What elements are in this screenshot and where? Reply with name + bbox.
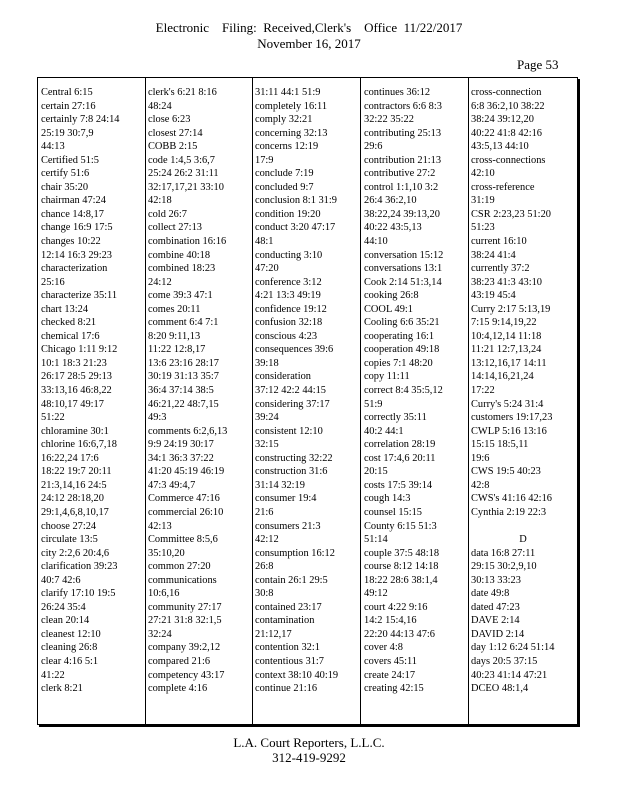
index-entry-line: 31:14 32:19 <box>255 479 305 491</box>
column-divider <box>468 78 469 724</box>
index-entry-line: 47:20 <box>255 263 279 275</box>
index-entry-line: conclude 7:19 <box>255 168 314 180</box>
index-entry-line: common 27:20 <box>148 561 211 573</box>
index-entry-line: 26:24 35:4 <box>41 601 86 613</box>
index-entry-line: COBB 2:15 <box>148 141 198 153</box>
index-entry-line: 40:22 41:8 42:16 <box>471 127 543 139</box>
index-entry-line: currently 37:2 <box>471 263 530 275</box>
index-entry-line: chloramine 30:1 <box>41 425 109 437</box>
index-entry-line: consumption 16:12 <box>255 547 335 559</box>
index-entry-line: Curry's 5:24 31:4 <box>471 398 544 410</box>
index-entry-line: court 4:22 9:16 <box>364 601 428 613</box>
index-entry-line: conducting 3:10 <box>255 249 323 261</box>
index-entry-line: contamination <box>255 615 315 627</box>
index-entry-line: 42:18 <box>148 195 172 207</box>
index-entry-line: 40:2 44:1 <box>364 425 404 437</box>
index-entry-line: circulate 13:5 <box>41 534 98 546</box>
index-entry-line: condition 19:20 <box>255 208 321 220</box>
index-entry-line: conference 3:12 <box>255 276 322 288</box>
index-entry-line: consequences 39:6 <box>255 344 334 356</box>
footer-phone: 312-419-9292 <box>272 750 346 765</box>
index-entry-line: 14:2 15:4,16 <box>364 615 417 627</box>
index-entry-line: 27:21 31:8 32:1,5 <box>148 615 222 627</box>
index-entry-line: complete 4:16 <box>148 683 208 695</box>
index-entry-line: company 39:2,12 <box>148 642 221 654</box>
index-entry-line: 13:6 23:16 28:17 <box>148 357 220 369</box>
index-entry-line: context 38:10 40:19 <box>255 669 339 681</box>
index-entry-line: communications <box>148 574 217 586</box>
index-entry-line: 18:22 19:7 20:11 <box>41 466 112 478</box>
index-entry-line: conclusion 8:1 31:9 <box>255 195 337 207</box>
index-entry-line: cooperation 49:18 <box>364 344 440 356</box>
index-entry-line: 40:22 43:5,13 <box>364 222 422 234</box>
index-entry-line: 42:8 <box>471 479 490 491</box>
index-entry-line: consideration <box>255 371 311 383</box>
index-entry-line: chairman 47:24 <box>41 195 106 207</box>
index-entry-line: closest 27:14 <box>148 127 203 139</box>
index-entry-line: commercial 26:10 <box>148 506 224 518</box>
index-entry-line: 25:19 30:7,9 <box>41 127 94 139</box>
index-entry-line: 32:24 <box>148 628 172 640</box>
index-entry-line: chlorine 16:6,7,18 <box>41 439 117 451</box>
index-entry-line: 25:24 26:2 31:11 <box>148 168 219 180</box>
index-entry-line: data 16:8 27:11 <box>471 547 536 559</box>
index-entry-line: 48:1 <box>255 236 274 248</box>
index-entry-line: construction 31:6 <box>255 466 328 478</box>
index-entry-line: cross-connections <box>471 154 546 166</box>
index-column-5 <box>471 86 575 696</box>
index-entry-line: cost 17:4,6 20:11 <box>364 452 436 464</box>
index-entry-line: consumers 21:3 <box>255 520 321 532</box>
index-entry-line: 48:24 <box>148 100 172 112</box>
index-entry-line: comment 6:4 7:1 <box>148 317 219 329</box>
index-entry-line: 32:22 35:22 <box>364 114 414 126</box>
index-entry-line: 26:4 36:2,10 <box>364 195 417 207</box>
index-entry-line: correctly 35:11 <box>364 412 427 424</box>
index-entry-line: 46:21,22 48:7,15 <box>148 398 219 410</box>
index-entry-line: 34:1 36:3 37:22 <box>148 452 214 464</box>
index-entry-line: control 1:1,10 3:2 <box>364 181 439 193</box>
index-entry-line: 39:18 <box>255 357 279 369</box>
page-number: Page 53 <box>517 57 559 72</box>
index-column-4 <box>364 86 468 696</box>
index-entry-line: 44:10 <box>364 236 388 248</box>
index-entry-line: 42:13 <box>148 520 172 532</box>
index-entry-line: 42:10 <box>471 168 495 180</box>
index-entry-line: code 1:4,5 3:6,7 <box>148 154 215 166</box>
index-entry-line: choose 27:24 <box>41 520 97 532</box>
index-entry-line: chance 14:8,17 <box>41 208 104 220</box>
index-entry-line: 43:19 45:4 <box>471 290 516 302</box>
index-entry-line: close 6:23 <box>148 114 191 126</box>
index-entry-line: 51:22 <box>41 412 65 424</box>
index-entry-line: Committee 8:5,6 <box>148 534 218 546</box>
index-entry-line: contribution 21:13 <box>364 154 442 166</box>
index-entry-line: correct 8:4 35:5,12 <box>364 385 443 397</box>
index-entry-line: 51:9 <box>364 398 383 410</box>
index-entry-line: date 49:8 <box>471 588 510 600</box>
index-entry-line: contributing 25:13 <box>364 127 442 139</box>
index-entry-line: confidence 19:12 <box>255 303 327 315</box>
index-entry-line: cleanest 12:10 <box>41 628 101 640</box>
index-entry-line: costs 17:5 39:14 <box>364 479 433 491</box>
index-entry-line: 24:12 28:18,20 <box>41 493 104 505</box>
index-entry-line: CWLP 5:16 13:16 <box>471 425 547 437</box>
index-entry-line: 18:22 28:6 38:1,4 <box>364 574 438 586</box>
index-entry-line: changes 10:22 <box>41 236 101 248</box>
index-entry-line: 31:11 44:1 51:9 <box>255 87 321 98</box>
index-entry-line: conversation 15:12 <box>364 249 444 261</box>
index-entry-line: combination 16:16 <box>148 236 227 248</box>
index-entry-line: 17:9 <box>255 154 274 166</box>
index-entry-line: change 16:9 17:5 <box>41 222 113 234</box>
index-entry-line: COOL 49:1 <box>364 303 413 315</box>
index-entry-line: 51:23 <box>471 222 495 234</box>
index-entry-line: 38:24 41:4 <box>471 249 516 261</box>
index-entry-line: DAVE 2:14 <box>471 615 520 627</box>
index-entry-line: 26:8 <box>255 561 274 573</box>
index-entry-line: 4:21 13:3 49:19 <box>255 290 321 302</box>
index-entry-line: CWS's 41:16 42:16 <box>471 493 552 505</box>
index-entry-line: 21:6 <box>255 506 274 518</box>
index-entry-line: 48:10,17 49:17 <box>41 398 104 410</box>
index-entry-line: Curry 2:17 5:13,19 <box>471 303 551 315</box>
index-entry-line: Cook 2:14 51:3,14 <box>364 276 442 288</box>
index-entry-line: come 39:3 47:1 <box>148 290 213 302</box>
footer-company: L.A. Court Reporters, L.L.C. <box>233 735 385 750</box>
index-entry-line: 13:12,16,17 14:11 <box>471 357 547 369</box>
index-entry-line: cleaning 26:8 <box>41 642 98 654</box>
index-table <box>37 77 578 725</box>
index-entry-line: customers 19:17,23 <box>471 412 553 424</box>
index-entry-line: collect 27:13 <box>148 222 202 234</box>
index-entry-line: cooking 26:8 <box>364 290 419 302</box>
index-entry-line: concerns 12:19 <box>255 141 319 153</box>
index-entry-line: 15:15 18:5,11 <box>471 439 529 451</box>
index-entry-line: CWS 19:5 40:23 <box>471 466 541 478</box>
index-entry-line: 39:24 <box>255 412 279 424</box>
index-entry-line: chart 13:24 <box>41 303 89 315</box>
index-entry-line: checked 8:21 <box>41 317 97 329</box>
index-column-1 <box>41 86 145 696</box>
index-entry-line: 21:3,14,16 24:5 <box>41 479 107 491</box>
index-entry-line: creating 42:15 <box>364 683 424 695</box>
index-entry-line: 40:23 41:14 47:21 <box>471 669 548 681</box>
index-entry-line: contributive 27:2 <box>364 168 436 180</box>
index-entry-line: clear 4:16 5:1 <box>41 655 99 667</box>
index-entry-line: 20:15 <box>364 466 388 478</box>
index-entry-line: correlation 28:19 <box>364 439 436 451</box>
index-entry-line: contention 32:1 <box>255 642 320 654</box>
index-entry-line: day 1:12 6:24 51:14 <box>471 642 555 654</box>
index-entry-line: copies 7:1 48:20 <box>364 357 433 369</box>
index-entry-line: concluded 9:7 <box>255 181 314 193</box>
index-entry-line <box>471 520 575 534</box>
index-entry-line: 44:13 <box>41 141 65 153</box>
index-entry-line: contentious 31:7 <box>255 655 324 667</box>
index-entry-line: cold 26:7 <box>148 208 187 220</box>
index-entry-line: continues 36:12 <box>364 87 431 98</box>
index-entry-line: certainly 7:8 24:14 <box>41 114 120 126</box>
index-entry-line: Commerce 47:16 <box>148 493 220 505</box>
index-entry-line: 43:5,13 44:10 <box>471 141 529 153</box>
index-entry-line: DAVID 2:14 <box>471 628 525 640</box>
index-entry-line: 40:7 42:6 <box>41 574 81 586</box>
index-entry-line: 51:14 <box>364 534 388 546</box>
index-entry-line: dated 47:23 <box>471 601 520 613</box>
index-entry-line: 14:14,16,21,24 <box>471 371 534 383</box>
index-entry-line: 32:17,17,21 33:10 <box>148 181 224 193</box>
index-entry-line: competency 43:17 <box>148 669 225 681</box>
index-entry-line: Certified 51:5 <box>41 154 100 166</box>
index-entry-line: considering 37:17 <box>255 398 330 410</box>
column-divider <box>145 78 146 724</box>
index-entry-line: 17:22 <box>471 385 495 397</box>
index-entry-line: 49:12 <box>364 588 388 600</box>
index-entry-line: certain 27:16 <box>41 100 96 112</box>
index-entry-line: create 24:17 <box>364 669 416 681</box>
index-entry-line: combine 40:18 <box>148 249 211 261</box>
index-entry-line: consistent 12:10 <box>255 425 323 437</box>
index-entry-line: consumer 19:4 <box>255 493 317 505</box>
index-entry-line: 30:19 31:13 35:7 <box>148 371 220 383</box>
index-entry-line: clean 20:14 <box>41 615 90 627</box>
index-entry-line: 12:14 16:3 29:23 <box>41 249 113 261</box>
index-entry-line: days 20:5 37:15 <box>471 655 538 667</box>
index-entry-line: 24:12 <box>148 276 172 288</box>
index-entry-line: 33:13,16 46:8,22 <box>41 385 112 397</box>
index-entry-line: 29:1,4,6,8,10,17 <box>41 506 109 518</box>
index-entry-line: contained 23:17 <box>255 601 322 613</box>
index-entry-line: course 8:12 14:18 <box>364 561 439 573</box>
index-entry-line: 29:15 30:2,9,10 <box>471 561 537 573</box>
index-entry-line: 11:22 12:8,17 <box>148 344 206 356</box>
index-entry-line: 25:16 <box>41 276 65 288</box>
index-entry-line: combined 18:23 <box>148 263 216 275</box>
index-entry-line: comments 6:2,6,13 <box>148 425 228 437</box>
index-entry-line: 30:8 <box>255 588 274 600</box>
index-entry-line: 29:6 <box>364 141 383 153</box>
index-entry-line: County 6:15 51:3 <box>364 520 437 532</box>
index-entry-line: compared 21:6 <box>148 655 211 667</box>
index-entry-line: comes 20:11 <box>148 303 201 315</box>
column-divider <box>252 78 253 724</box>
index-entry-line: 11:21 12:7,13,24 <box>471 344 542 356</box>
index-entry-line: 47:3 49:4,7 <box>148 479 196 491</box>
index-entry-line: 38:23 41:3 43:10 <box>471 276 543 288</box>
index-entry-line: certify 51:6 <box>41 168 90 180</box>
index-entry-line: chair 35:20 <box>41 181 89 193</box>
index-entry-line: covers 45:11 <box>364 655 417 667</box>
index-entry-line: 36:4 37:14 38:5 <box>148 385 214 397</box>
index-entry-line: 41:22 <box>41 669 65 681</box>
index-entry-line: 38:22,24 39:13,20 <box>364 208 440 220</box>
index-entry-line: contain 26:1 29:5 <box>255 574 328 586</box>
index-entry-line: 30:13 33:23 <box>471 574 521 586</box>
index-entry-line: conscious 4:23 <box>255 330 318 342</box>
index-entry-line: Chicago 1:11 9:12 <box>41 344 118 356</box>
letter-section-heading: D <box>519 534 527 546</box>
index-entry-line: community 27:17 <box>148 601 222 613</box>
index-entry-line: 10:1 18:3 21:23 <box>41 357 107 369</box>
index-entry-line: 19:6 <box>471 452 490 464</box>
index-entry-line: Cooling 6:6 35:21 <box>364 317 440 329</box>
index-entry-line: 35:10,20 <box>148 547 185 559</box>
index-entry-line: 41:20 45:19 46:19 <box>148 466 225 478</box>
index-entry-line: couple 37:5 48:18 <box>364 547 440 559</box>
index-entry-line: 6:8 36:2,10 38:22 <box>471 100 545 112</box>
index-entry-line: 49:3 <box>148 412 167 424</box>
index-entry-line: completely 16:11 <box>255 100 328 112</box>
index-entry-line: 38:24 39:12,20 <box>471 114 534 126</box>
index-entry-line: cooperating 16:1 <box>364 330 435 342</box>
index-entry-line: 32:15 <box>255 439 279 451</box>
index-entry-line: current 16:10 <box>471 236 527 248</box>
index-entry-line: Central 6:15 <box>41 87 93 98</box>
index-entry-line: 37:12 42:2 44:15 <box>255 385 327 397</box>
index-entry-line: confusion 32:18 <box>255 317 323 329</box>
index-entry-line: 7:15 9:14,19,22 <box>471 317 537 329</box>
index-entry-line: continue 21:16 <box>255 683 318 695</box>
index-entry-line: DCEO 48:1,4 <box>471 683 529 695</box>
index-entry-line: 42:12 <box>255 534 279 546</box>
index-entry-line: 9:9 24:19 30:17 <box>148 439 214 451</box>
index-entry-line: Cynthia 2:19 22:3 <box>471 506 547 518</box>
index-entry-line: constructing 32:22 <box>255 452 333 464</box>
column-divider <box>360 78 361 724</box>
index-entry-line: characterization <box>41 263 108 275</box>
index-entry-line: contractors 6:6 8:3 <box>364 100 442 112</box>
index-entry-line: 22:20 44:13 47:6 <box>364 628 436 640</box>
index-column-2 <box>148 86 252 696</box>
index-entry-line: CSR 2:23,23 51:20 <box>471 208 551 220</box>
index-entry-line: conversations 13:1 <box>364 263 443 275</box>
index-entry-line: 10:6,16 <box>148 588 180 600</box>
index-entry-line: clerk's 6:21 8:16 <box>148 87 217 98</box>
filing-date-line: November 16, 2017 <box>257 36 361 51</box>
index-entry-line: cross-reference <box>471 181 535 193</box>
index-entry-line: chemical 17:6 <box>41 330 100 342</box>
index-entry-line: counsel 15:15 <box>364 506 423 518</box>
index-entry-line: cross-connection <box>471 87 542 98</box>
index-column-3 <box>255 86 359 696</box>
index-entry-line: 16:22,24 17:6 <box>41 452 99 464</box>
index-entry-line: comply 32:21 <box>255 114 313 126</box>
filing-stamp-line: Electronic Filing: Received,Clerk's Office 11/22/2017 <box>155 20 463 35</box>
index-entry-line: city 2:2,6 20:4,6 <box>41 547 110 559</box>
index-entry-line: clerk 8:21 <box>41 683 83 695</box>
index-entry-line: copy 11:11 <box>364 371 410 383</box>
index-entry-line: concerning 32:13 <box>255 127 328 139</box>
index-entry-line: cover 4:8 <box>364 642 403 654</box>
index-entry-line: conduct 3:20 47:17 <box>255 222 336 234</box>
index-entry-line: characterize 35:11 <box>41 290 118 302</box>
index-entry-line: clarify 17:10 19:5 <box>41 588 116 600</box>
index-entry-line: 31:19 <box>471 195 495 207</box>
index-entry-line: clarification 39:23 <box>41 561 118 573</box>
index-entry-line: 8:20 9:11,13 <box>148 330 201 342</box>
index-entry-line: cough 14:3 <box>364 493 411 505</box>
index-entry-line: 10:4,12,14 11:18 <box>471 330 542 342</box>
index-entry-line: 26:17 28:5 29:13 <box>41 371 113 383</box>
index-entry-line: 21:12,17 <box>255 628 292 640</box>
